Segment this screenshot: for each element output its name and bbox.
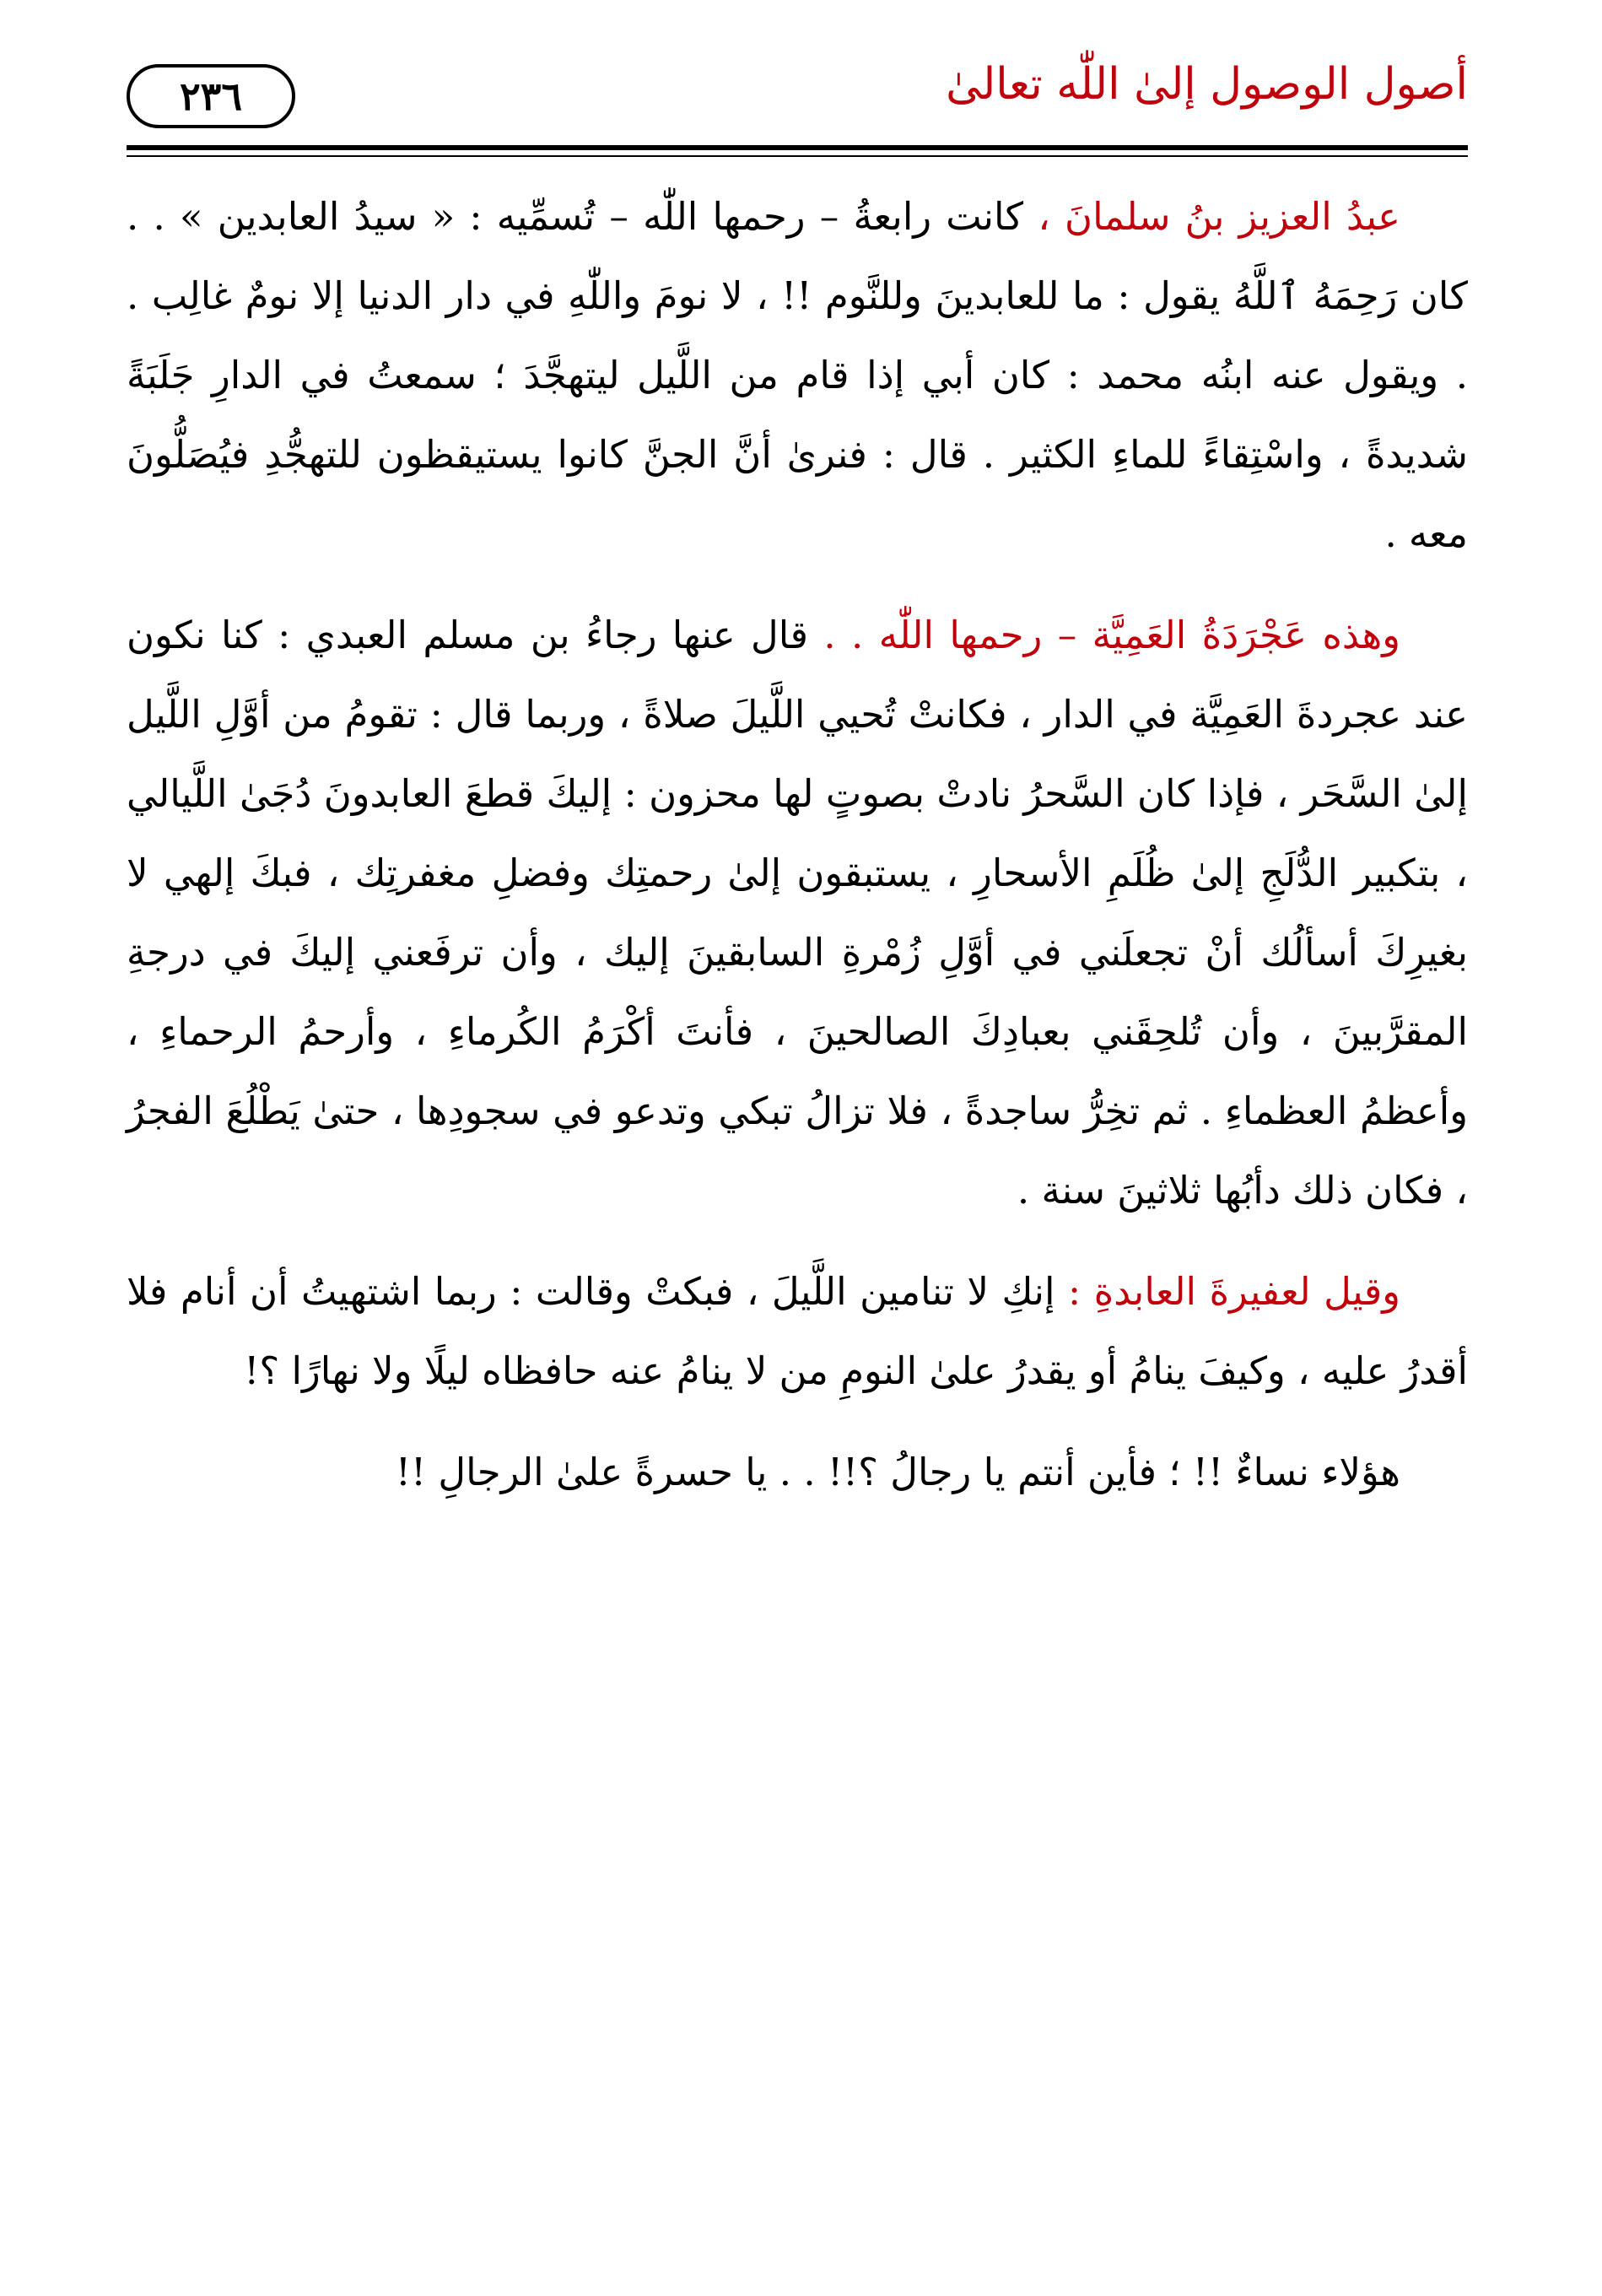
paragraph-text: كانت رابعةُ – رحمها اللّٰه – تُسمِّيه : « سيدُ العابدين » . . كان رَحِمَهُ ٱللَّهُ يقول : ما للعابدينَ وللنَّوم !! ، لا نومَ واللّٰهِ في دار الدنيا إلا نومٌ غالِب . . ويقول عنه ابنُه محمد : كان أبي إذا قام من اللَّيل ليتهجَّدَ ؛ سمعتُ في الدارِ جَلَبَةً شديدةً ، واسْتِقاءً للماءِ الكثير . قال : فنرىٰ أنَّ الجنَّ كانوا يستيقظون للتهجُّدِ فيُصَلُّونَ معه . [127, 194, 1468, 556]
paragraph-closing [127, 1433, 1468, 1512]
paragraph-lead: وقيل لعفيرةَ العابدةِ : [1067, 1269, 1401, 1314]
paragraph-text: إنكِ لا تنامين اللَّيلَ ، فبكتْ وقالت : ربما اشتهيتُ أن أنام فلا أقدرُ عليه ، وكيفَ ينامُ أو يقدرُ علىٰ النومِ من لا ينامُ عنه حافظاه ليلًا ولا نهارًا ؟! [127, 1269, 1468, 1393]
page-number-badge: ٢٣٦ [127, 64, 295, 128]
paragraph-text: هؤلاء نساءٌ !! ؛ فأين أنتم يا رجالُ ؟!! . . يا حسرةً علىٰ الرجالِ !! [395, 1450, 1400, 1494]
paragraph-ufaira [127, 1252, 1468, 1411]
paragraph-abdulaziz [127, 177, 1468, 574]
header-rule-thick [127, 145, 1468, 150]
page-header [127, 51, 1468, 152]
paragraph-text: قال عنها رجاءُ بن مسلم العبدي : كنا نكون عند عجردةَ العَمِيَّة في الدار ، فكانتْ تُحيي اللَّيلَ صلاةً ، وربما قال : تقومُ من أوَّلِ اللَّيل إلىٰ السَّحَر ، فإذا كان السَّحرُ نادتْ بصوتٍ لها محزون : إليكَ قطعَ العابدونَ دُجَىٰ اللَّيالي ، بتكبير الدُّلَجِ إلىٰ ظُلَمِ الأسحارِ ، يستبقون إلىٰ رحمتِك وفضلِ مغفرتِك ، فبكَ إلهي لا بغيرِكَ أسألُك أنْ تجعلَني في أوَّلِ زُمْرةِ السابقينَ إليك ، وأن ترفَعني إليكَ في درجةِ المقرَّبينَ ، وأن تُلحِقَني بعبادِكَ الصالحينَ ، فأنتَ أكْرَمُ الكُرماءِ ، وأرحمُ الرحماءِ ، وأعظمُ العظماءِ . ثم تخِرُّ ساجدةً ، فلا تزالُ تبكي وتدعو في سجودِها ، حتىٰ يَطْلُعَ الفجرُ ، فكان ذلك دأبُها ثلاثينَ سنة . [127, 613, 1468, 1213]
header-rule-thin [127, 155, 1468, 157]
page-body [127, 177, 1468, 1534]
running-title: أصول الوصول إلىٰ اللّٰه تعالىٰ [946, 59, 1468, 110]
paragraph-ajrada [127, 596, 1468, 1230]
paragraph-lead: عبدُ العزيز بنُ سلمانَ ، [1038, 194, 1400, 239]
paragraph-lead: وهذه عَجْرَدَةُ العَمِيَّة – رحمها اللّٰه . . [823, 613, 1400, 657]
